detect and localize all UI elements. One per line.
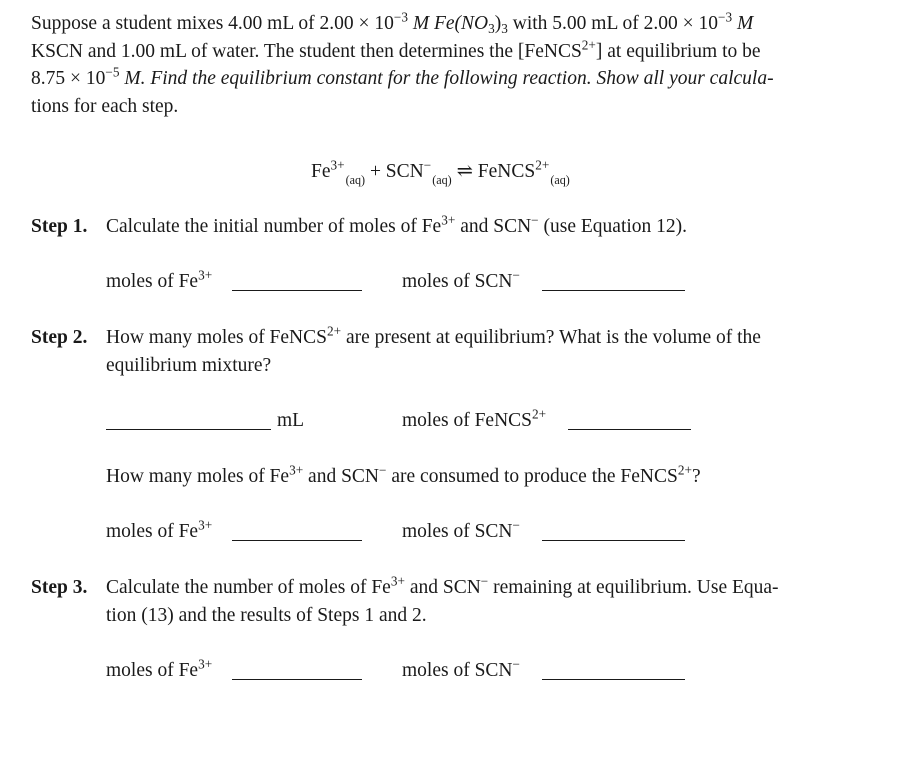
step-2-heading: Step 2. How many moles of FeNCS$^{2+}$ are present at equilibrium? What is the volume of the <box>31 323 761 348</box>
step-3-fe-label: moles of $Fe^{3+}$ <box>106 656 213 681</box>
step-1-heading: Step 1. Calculate the initial number of moles of $Fe^{3+}$ and SCN− (use Equation 12). <box>31 212 688 237</box>
step-2-scn-label: moles of SCN− <box>402 517 520 542</box>
step-2-fe-consumed-blank[interactable] <box>232 540 362 541</box>
step-3-scn-label: moles of SCN− <box>402 656 520 681</box>
step-1-scn-label: moles of SCN− <box>402 267 520 292</box>
reaction-equation: $Fe^{3+}_{(aq)} + SCN^-_{(aq)}$ ⇌ FeNCS$^{2+}_{(aq)}$ <box>311 157 570 187</box>
step-2-fencs-answer-blank[interactable] <box>568 429 691 430</box>
step-2-fencs-label: moles of FeNCS$^{2+}$ <box>402 406 547 431</box>
intro-line-2: KSCN and 1.00 mL of water. The student then determines the [FeNCS$^{2+}$] at equilibrium to be <box>31 37 761 62</box>
step-2-volume-answer-blank[interactable] <box>106 429 271 430</box>
intro-line-4: tions for each step. <box>31 95 179 117</box>
step-2-ml-unit: mL <box>277 410 305 431</box>
intro-line-3: $8.75 \times 10^{-5}$ M. Find the equilibrium constant for the following reaction. Show all your calcula- <box>31 64 774 89</box>
problem-statement <box>31 10 889 120</box>
step-2-consumed-question: How many moles of $Fe^{3+}$ and SCN− are consumed to produce the FeNCS$^{2+}$? <box>106 462 701 487</box>
step-2-heading-line-2: equilibrium mixture? <box>106 355 272 376</box>
intro-line-1: Suppose a student mixes 4.00 mL of $2.00 \times 10^{-3}$ M $Fe(NO_3)_3$ with 5.00 mL of $2.00 \times 10^{-3}$ M <box>31 9 754 36</box>
step-2-scn-consumed-blank[interactable] <box>542 540 685 541</box>
step-1-fe-answer-blank[interactable] <box>232 290 362 291</box>
step-1-scn-answer-blank[interactable] <box>542 290 685 291</box>
step-3-heading-line-2: tion (13) and the results of Steps 1 and 2. <box>106 605 427 626</box>
step-1-fe-label: moles of $Fe^{3+}$ <box>106 267 213 292</box>
equilibrium-arrow-icon: ⇌ <box>456 161 473 182</box>
step-3-fe-remaining-blank[interactable] <box>232 679 362 680</box>
step-3-scn-remaining-blank[interactable] <box>542 679 685 680</box>
step-3-heading: Step 3. Calculate the number of moles of $Fe^{3+}$ and SCN− remaining at equilibrium. Use Equa- <box>31 573 779 598</box>
step-2-fe-label: moles of $Fe^{3+}$ <box>106 517 213 542</box>
